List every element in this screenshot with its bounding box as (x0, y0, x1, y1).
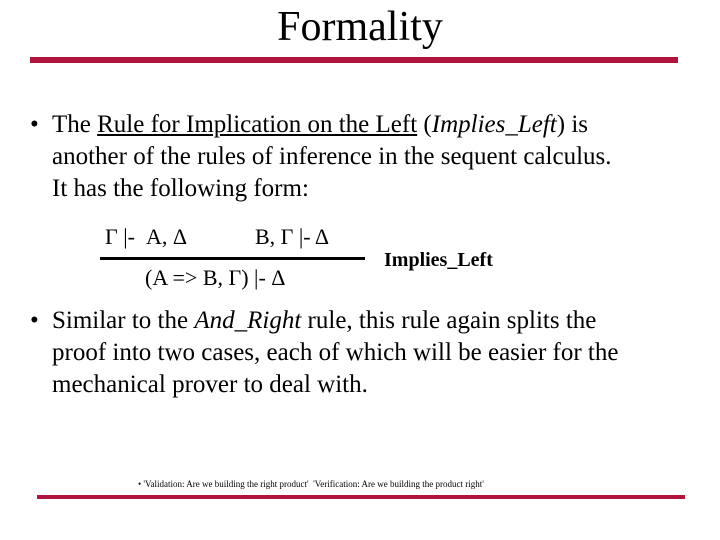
bullet-line-2: proof into two cases, each of which will be easier for the (52, 339, 619, 366)
inference-line (100, 257, 365, 260)
bullet-text (52, 305, 618, 401)
bullet-line-3: mechanical prover to deal with. (52, 371, 368, 398)
bullet-implies-left (30, 109, 680, 209)
text-run: ) is (556, 111, 588, 138)
title-divider (30, 57, 678, 63)
footer-note: • 'Validation: Are we building the right product' 'Verification: Are we building the product right' (138, 479, 484, 489)
bullet-text (52, 109, 612, 205)
text-run: ( (417, 111, 432, 138)
underlined-term: Rule for Implication on the Left (97, 111, 418, 138)
conclusion: (A => B, Γ) |- Δ (145, 265, 286, 290)
bullet-marker: • (30, 111, 39, 138)
bullet-line-1 (52, 109, 612, 141)
rule-name: Implies_Left (384, 249, 493, 271)
text-run: The (52, 111, 98, 138)
footer-divider (37, 495, 685, 499)
bullet-line-1 (52, 305, 618, 337)
bullet-and-right (30, 305, 700, 405)
slide-title: Formality (277, 4, 443, 50)
bullet-line-3: It has the following form: (52, 175, 309, 202)
italic-term: And_Right (194, 307, 302, 334)
text-run: Similar to the (52, 307, 195, 334)
italic-term: Implies_Left (431, 111, 557, 138)
premise-left: Γ |- A, Δ (105, 224, 187, 249)
bullet-marker: • (30, 307, 39, 334)
text-run: rule, this rule again splits the (301, 307, 597, 334)
bullet-line-2: another of the rules of inference in the sequent calculus. (52, 143, 612, 170)
premise-right: B, Γ |- Δ (255, 224, 330, 249)
